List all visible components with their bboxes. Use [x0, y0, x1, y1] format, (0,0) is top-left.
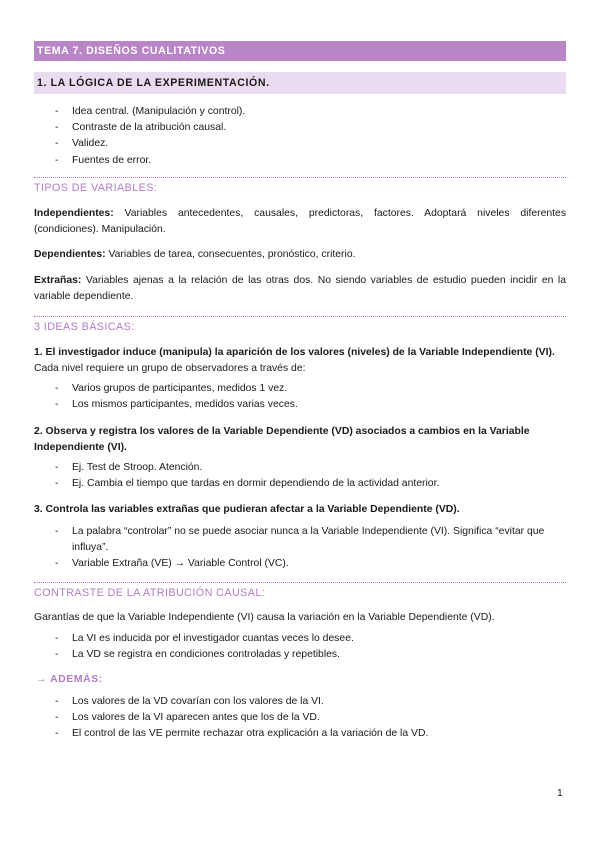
tema-header: TEMA 7. DISEÑOS CUALITATIVOS	[34, 41, 566, 61]
list-item: - Variable Extraña (VE) → Variable Control (VC).	[52, 556, 564, 572]
page-number: 1	[557, 788, 563, 799]
list-item: - Validez.	[52, 136, 245, 152]
term-label: Extrañas:	[34, 275, 82, 286]
idea-normal-text: Cada nivel requiere un grupo de observadores a través de:	[34, 363, 306, 375]
term-label: Independientes:	[34, 208, 114, 219]
section-title-tipos: TIPOS DE VARIABLES:	[34, 177, 566, 194]
list-item: - Los valores de la VI aparecen antes que los de la VD.	[52, 710, 428, 726]
section-header: 1. LA LÓGICA DE LA EXPERIMENTACIÓN.	[34, 72, 566, 94]
term-text: Variables de tarea, consecuentes, pronóstico, criterio.	[108, 249, 356, 260]
list-item: - Contraste de la atribución causal.	[52, 120, 245, 136]
list-item: - Los valores de la VD covarían con los valores de la VI.	[52, 694, 428, 710]
list-item: - Los mismos participantes, medidos varias veces.	[52, 397, 298, 413]
section-title-contraste: CONTRASTE DE LA ATRIBUCIÓN CAUSAL:	[34, 582, 566, 599]
idea-point-2	[34, 424, 566, 457]
term-text: Variables antecedentes, causales, predictoras, factores. Adoptará niveles diferentes (condiciones). Manipulación.	[34, 208, 567, 236]
ademas-heading: → ADEMÁS:	[36, 674, 103, 685]
idea-bold-text: 2. Observa y registra los valores de la Variable Dependiente (VD) asociados a cambios en la Variable Independiente (VI).	[34, 426, 530, 454]
paragraph-extranas	[34, 273, 566, 306]
section-title-ideas: 3 IDEAS BÁSICAS:	[34, 316, 566, 333]
term-text: Variables ajenas a la relación de las otras dos. No siendo variables de estudio pueden incidir en la variable dependiente.	[34, 275, 566, 303]
list-item: - El control de las VE permite rechazar otra explicación a la variación de la VD.	[52, 726, 428, 742]
contraste-intro: Garantías de que la Variable Independiente (VI) causa la variación en la Variable Dependiente (VD).	[34, 612, 495, 623]
idea-1-list	[52, 381, 298, 413]
term-label: Dependientes:	[34, 249, 106, 260]
list-item: - La palabra “controlar” no se puede asociar nunca a la Variable Independiente (VI). Significa “evitar que influya”.	[52, 524, 564, 556]
idea-bold-text: 3. Controla las variables extrañas que pudieran afectar a la Variable Dependiente (VD).	[34, 504, 460, 515]
paragraph-independientes	[34, 206, 566, 239]
list-item: - Ej. Test de Stroop. Atención.	[52, 460, 439, 476]
list-item: - La VI es inducida por el investigador cuantas veces lo desee.	[52, 631, 354, 647]
idea-point-1	[34, 345, 566, 378]
contraste-list	[52, 631, 354, 663]
list-item: - La VD se registra en condiciones controladas y repetibles.	[52, 647, 354, 663]
list-item: - Fuentes de error.	[52, 153, 245, 169]
ademas-list	[52, 694, 428, 743]
intro-list	[52, 104, 245, 169]
idea-bold-text: 1. El investigador induce (manipula) la aparición de los valores (niveles) de la Variable Independiente (VI).	[34, 347, 555, 358]
list-item: - Varios grupos de participantes, medidos 1 vez.	[52, 381, 298, 397]
list-item: - Ej. Cambia el tiempo que tardas en dormir dependiendo de la actividad anterior.	[52, 476, 439, 492]
idea-point-3	[34, 502, 566, 518]
idea-2-list	[52, 460, 439, 492]
paragraph-dependientes	[34, 247, 566, 263]
list-item: - Idea central. (Manipulación y control).	[52, 104, 245, 120]
idea-3-list	[52, 524, 564, 573]
